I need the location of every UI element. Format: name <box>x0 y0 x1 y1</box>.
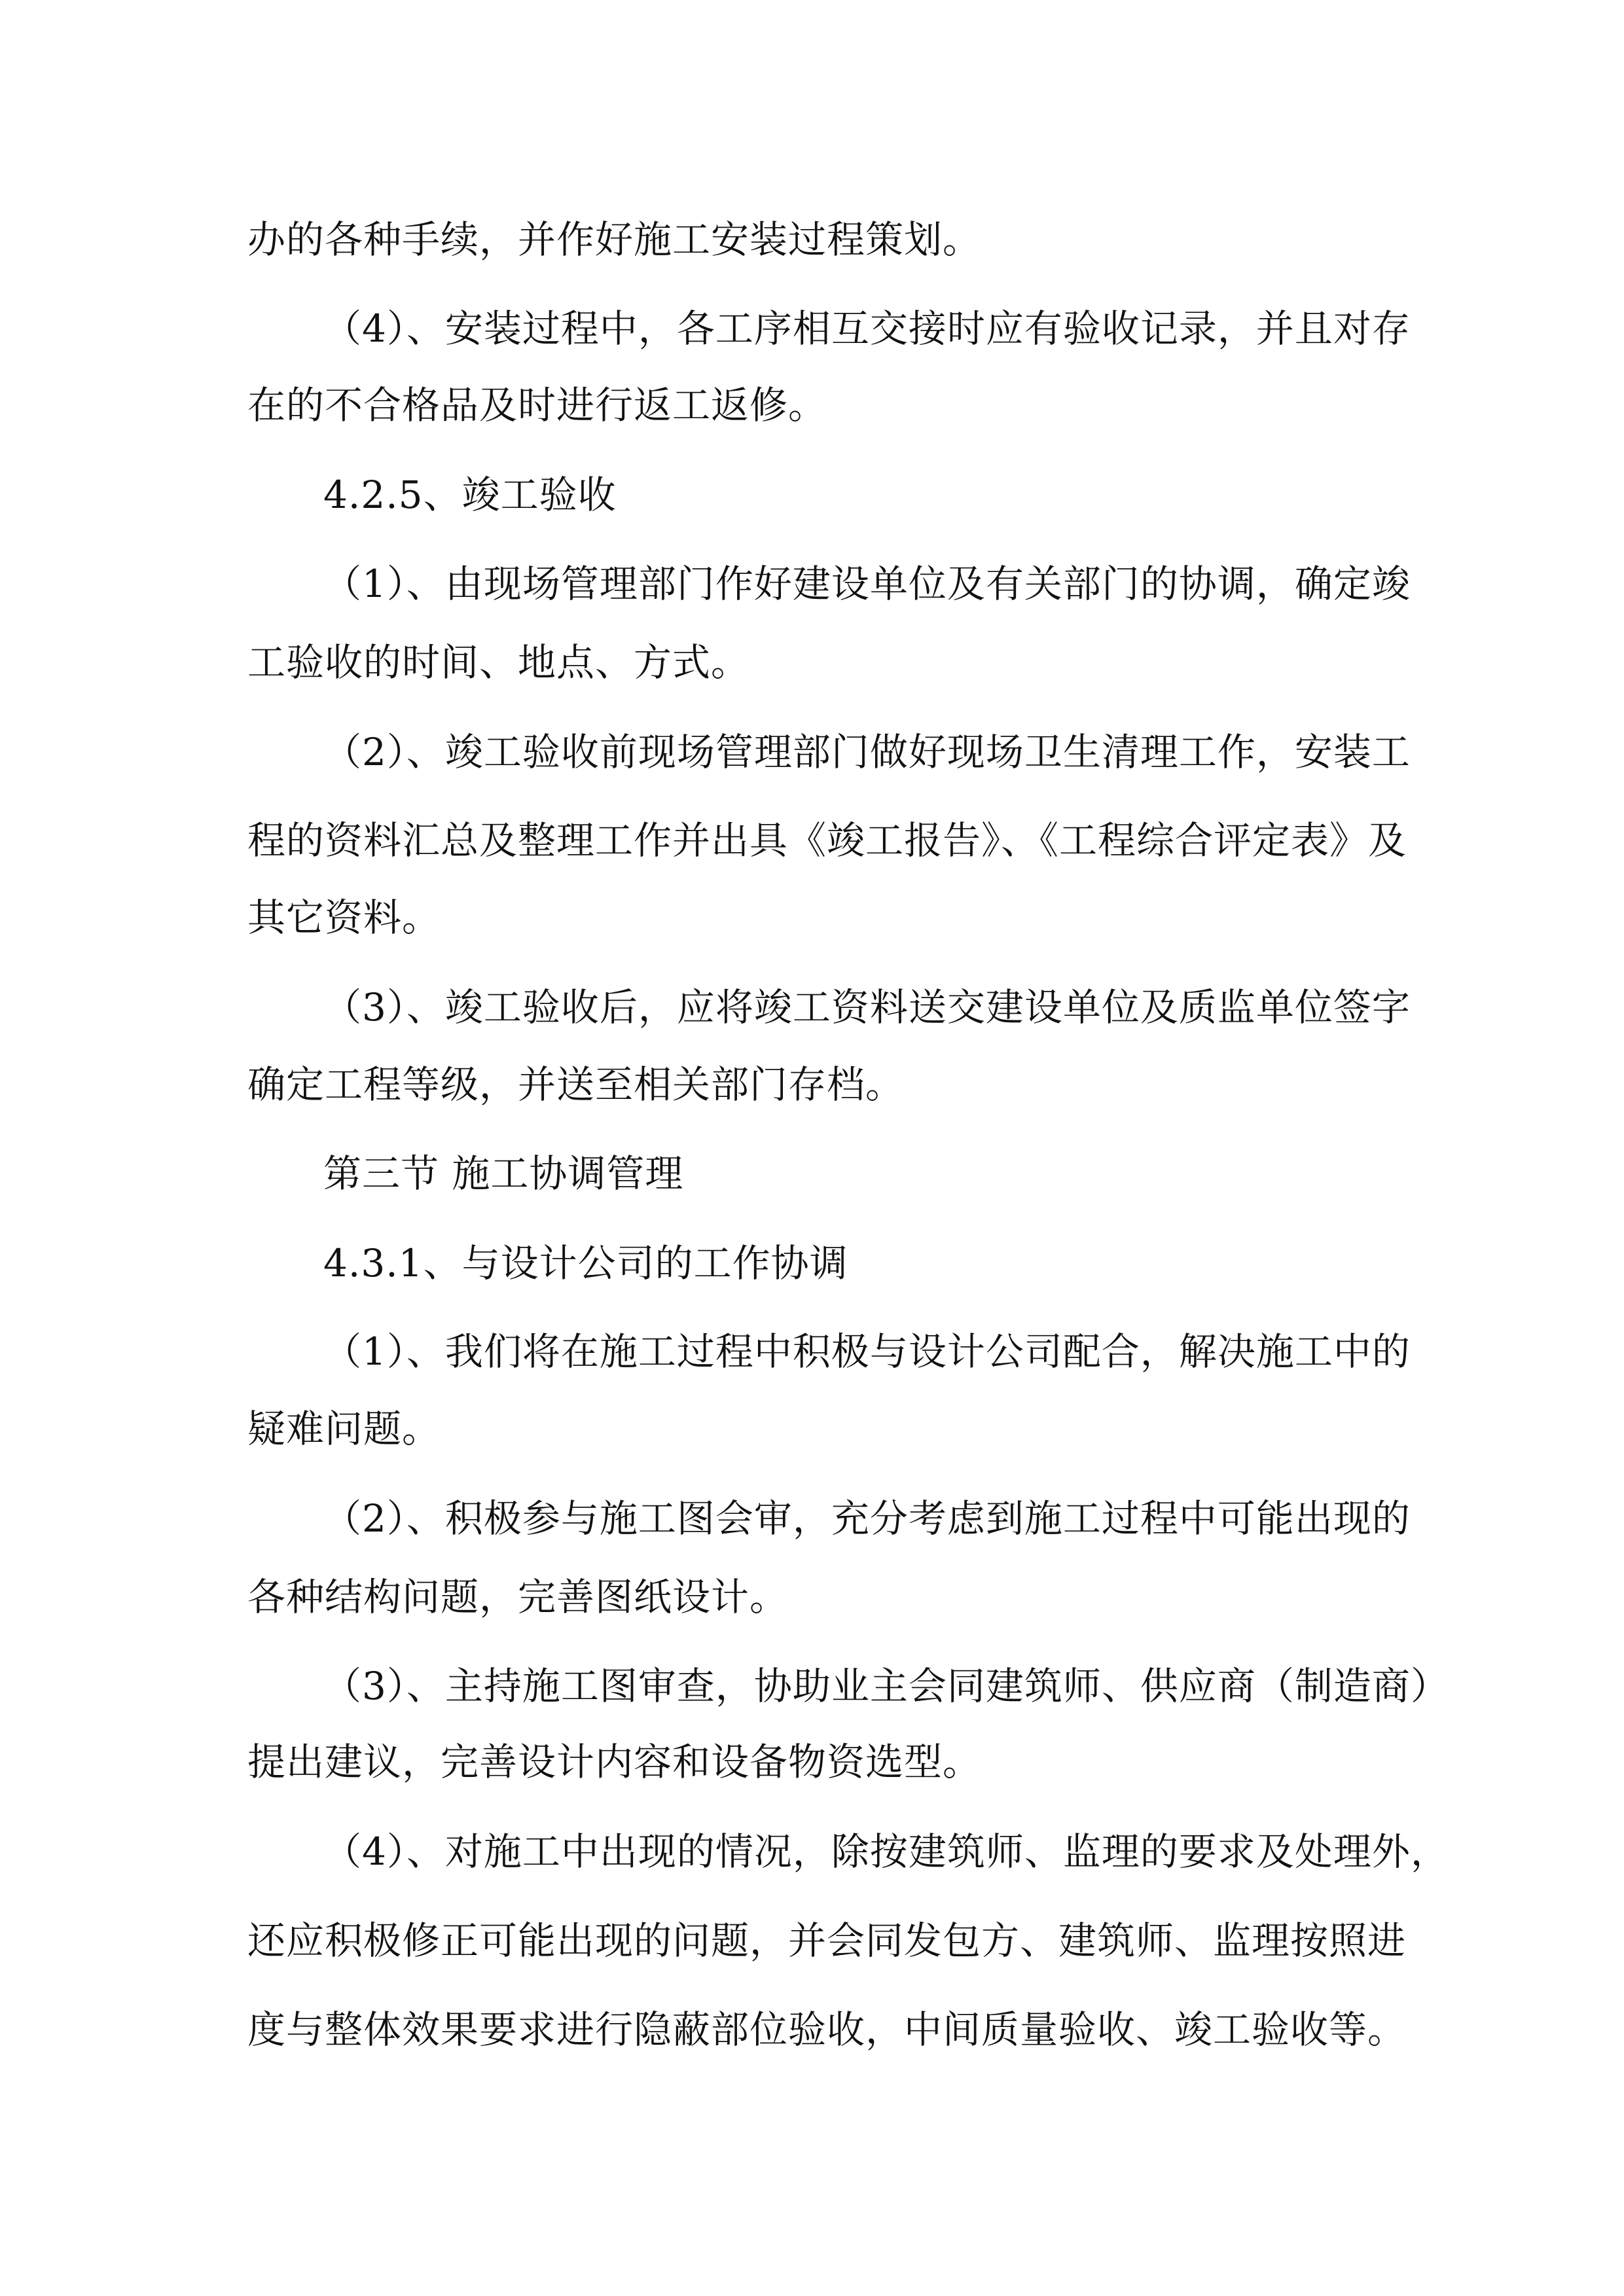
paragraph-line: （2）、积极参与施工图会审，充分考虑到施工过程中可能出现的 <box>323 1496 1411 1541</box>
paragraph-line: （4）、安装过程中，各工序相互交接时应有验收记录，并且对存 <box>323 306 1411 351</box>
paragraph-line: （4）、对施工中出现的情况，除按建筑师、监理的要求及处理外， <box>323 1829 1449 1874</box>
chapter-heading: 第三节 施工协调管理 <box>323 1151 684 1196</box>
paragraph-line: 各种结构问题，完善图纸设计。 <box>247 1575 789 1619</box>
paragraph-line: 办的各种手续，并作好施工安装过程策划。 <box>247 217 982 262</box>
paragraph-line: （3）、竣工验收后，应将竣工资料送交建设单位及质监单位签字 <box>323 985 1411 1030</box>
paragraph-line: （2）、竣工验收前现场管理部门做好现场卫生清理工作，安装工 <box>323 730 1411 774</box>
paragraph-line: 其它资料。 <box>247 895 441 940</box>
paragraph-line: 在的不合格品及时进行返工返修。 <box>247 383 827 427</box>
paragraph-line: （1）、我们将在施工过程中积极与设计公司配合，解决施工中的 <box>323 1329 1411 1374</box>
paragraph-line: （3）、主持施工图审查，协助业主会同建筑师、供应商（制造商） <box>323 1664 1449 1708</box>
paragraph-line: 疑难问题。 <box>247 1407 441 1451</box>
section-heading: 4.3.1、与设计公司的工作协调 <box>323 1241 848 1285</box>
paragraph-line: 确定工程等级，并送至相关部门存档。 <box>247 1062 905 1107</box>
paragraph-line: （1）、由现场管理部门作好建设单位及有关部门的协调，确定竣 <box>323 562 1411 606</box>
paragraph-line: 度与整体效果要求进行隐蔽部位验收，中间质量验收、竣工验收等。 <box>247 2007 1407 2052</box>
paragraph-line: 提出建议，完善设计内容和设备物资选型。 <box>247 1740 982 1784</box>
paragraph-line: 程的资料汇总及整理工作并出具《竣工报告》、《工程综合评定表》及 <box>247 818 1407 863</box>
paragraph-line: 还应积极修正可能出现的问题，并会同发包方、建筑师、监理按照进 <box>247 1918 1407 1963</box>
section-heading: 4.2.5、竣工验收 <box>323 473 617 517</box>
paragraph-line: 工验收的时间、地点、方式。 <box>247 640 750 685</box>
